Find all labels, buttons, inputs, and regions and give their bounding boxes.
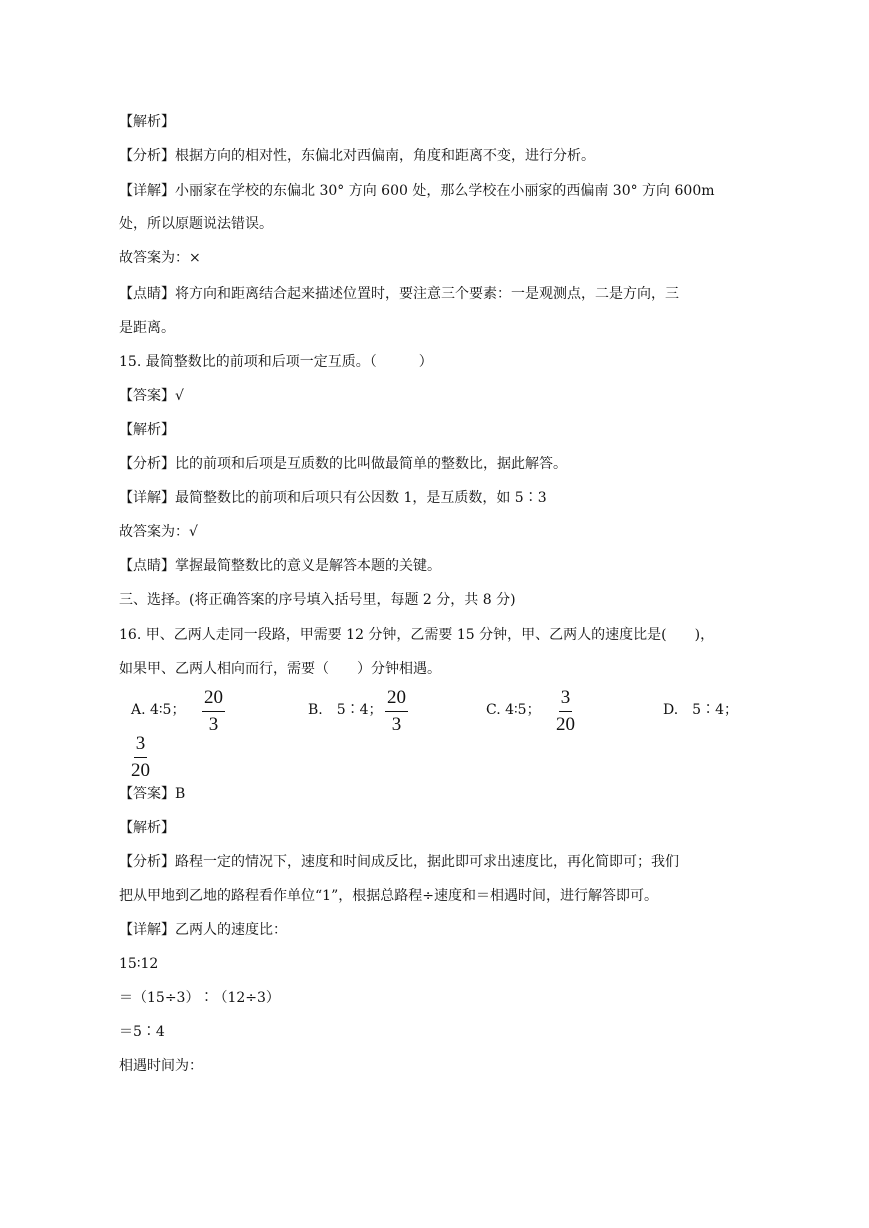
q14-xiangjie-line1: 【详解】小丽家在学校的东偏北 30° 方向 600 处，那么学校在小丽家的西偏南 30° 方向 600m: [119, 183, 715, 199]
q16-analysis-heading: 【解析】: [119, 820, 175, 836]
q16-option-a-prefix: A. 4∶5；: [131, 702, 186, 718]
q16-option-d-denominator: 20: [131, 760, 150, 781]
q16-question-line1: 16. 甲、乙两人走同一段路，甲需要 12 分钟，乙需要 15 分钟，甲、乙两人的速度比是( )，: [119, 627, 715, 643]
q16-step-2: ＝（15÷3）∶（12÷3）: [119, 990, 280, 1006]
q16-option-c-numerator: 3: [559, 687, 573, 712]
section3-heading: 三、选择。(将正确答案的序号填入括号里，每题 2 分，共 8 分): [119, 592, 516, 608]
q16-meet-time: 相遇时间为：: [119, 1058, 203, 1074]
q16-option-b-prefix: B. 5∶4；: [308, 702, 383, 718]
q16-option-d-numerator: 3: [134, 733, 148, 758]
q14-xiangjie-line2: 处，所以原题说法错误。: [119, 216, 273, 232]
q16-option-d-prefix: D. 5∶4；: [663, 702, 738, 718]
q15-final-answer: 故答案为：√: [119, 524, 198, 540]
q16-fenxi-line1: 【分析】路程一定的情况下，速度和时间成反比，据此即可求出速度比，再化简即可；我们: [119, 854, 679, 870]
q16-step-1: 15∶12: [119, 956, 159, 972]
q16-option-a-denominator: 3: [208, 714, 219, 735]
q16-option-b-denominator: 3: [391, 714, 402, 735]
q15-xiangjie: 【详解】最简整数比的前项和后项只有公因数 1，是互质数，如 5∶3: [119, 490, 547, 506]
q16-option-d-fraction: [131, 733, 150, 782]
q16-option-b-fraction: [385, 687, 408, 736]
q16-option-a-numerator: 20: [202, 687, 225, 712]
q15-fenxi: 【分析】比的前项和后项是互质数的比叫做最简单的整数比，据此解答。: [119, 456, 567, 472]
q14-fenxi: 【分析】根据方向的相对性，东偏北对西偏南，角度和距离不变，进行分析。: [119, 148, 595, 164]
q16-option-b-numerator: 20: [385, 687, 408, 712]
q16-question-line2: 如果甲、乙两人相向而行，需要（ ）分钟相遇。: [119, 661, 441, 677]
q16-option-a-fraction: [202, 687, 225, 736]
q16-answer: 【答案】B: [119, 786, 186, 802]
q16-step-3: ＝5∶4: [119, 1024, 165, 1040]
q16-option-c-fraction: [556, 687, 575, 736]
q14-dianjing-line2: 是距离。: [119, 320, 175, 336]
q14-dianjing-line1: 【点睛】将方向和距离结合起来描述位置时，要注意三个要素：一是观测点，二是方向，三: [119, 286, 679, 302]
q15-answer: 【答案】√: [119, 388, 184, 404]
q15-question: 15. 最简整数比的前项和后项一定互质。（ ）: [119, 354, 433, 370]
q16-option-c-prefix: C. 4∶5；: [486, 702, 541, 718]
q14-analysis-heading: 【解析】: [119, 114, 175, 130]
q15-analysis-heading: 【解析】: [119, 422, 175, 438]
q16-xiangjie: 【详解】乙两人的速度比：: [119, 922, 287, 938]
q16-fenxi-line2: 把从甲地到乙地的路程看作单位“1”，根据总路程÷速度和＝相遇时间，进行解答即可。: [119, 888, 658, 904]
q15-dianjing: 【点睛】掌握最简整数比的意义是解答本题的关键。: [119, 558, 441, 574]
q14-answer: 故答案为：×: [119, 250, 201, 266]
q16-option-c-denominator: 20: [556, 714, 575, 735]
